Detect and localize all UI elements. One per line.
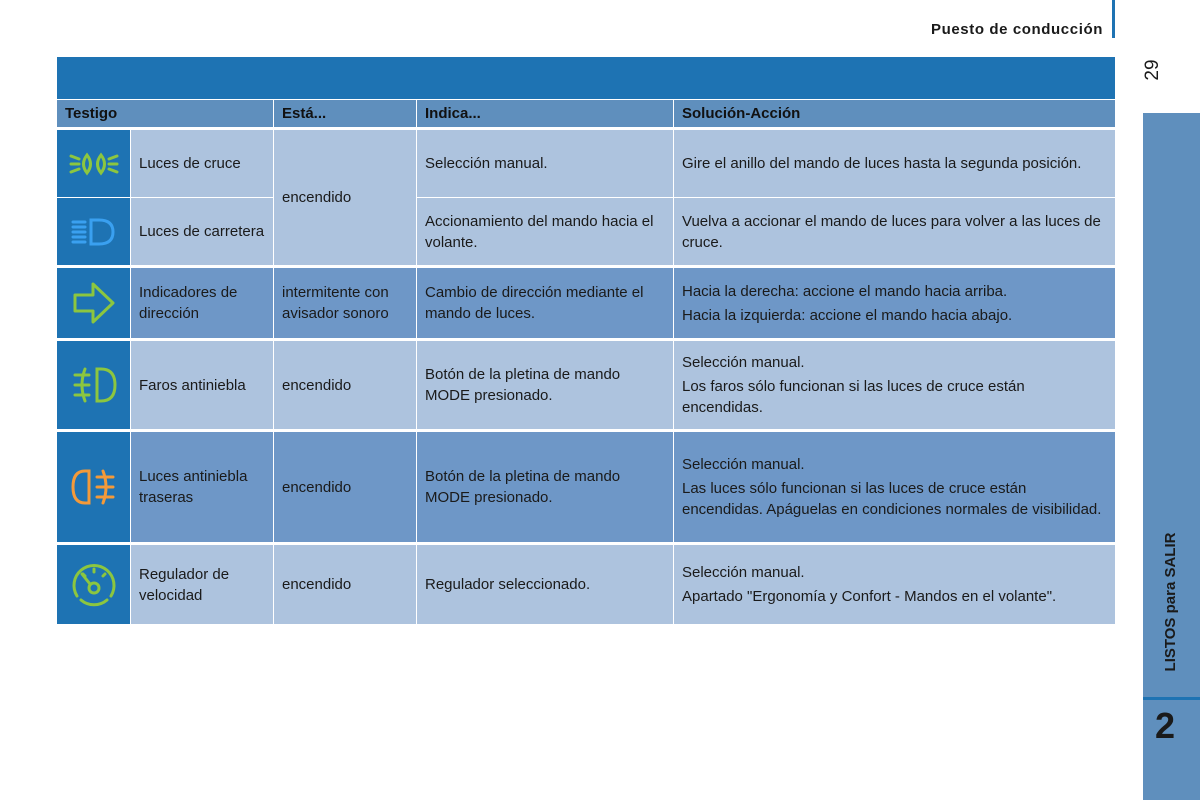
solution-cell xyxy=(674,432,1115,542)
table-group xyxy=(57,545,1115,624)
cruise-control-icon xyxy=(57,545,130,624)
warning-name: Luces de carretera xyxy=(131,198,273,265)
section-title: Puesto de conducción xyxy=(930,21,1103,38)
indication-cell: Botón de la pletina de mando MODE presionado. xyxy=(417,341,673,429)
table-title-bar xyxy=(57,57,1115,99)
solution-text: Gire el anillo del mando de luces hasta la segunda posición. xyxy=(682,155,1082,172)
page-number: 29 xyxy=(1142,59,1163,81)
solution-cell xyxy=(674,268,1115,338)
solution-cell xyxy=(674,198,1115,265)
solution-text: Apartado "Ergonomía y Confort - Mandos en el volante". xyxy=(682,588,1057,605)
indication-cell: Regulador seleccionado. xyxy=(417,545,673,624)
table-group xyxy=(57,432,1115,542)
warning-name: Faros antiniebla xyxy=(131,341,273,429)
low-beam-icon xyxy=(57,130,130,197)
solution-cell xyxy=(674,130,1115,197)
column-header-indica: Indica... xyxy=(417,100,673,127)
indication-cell: Accionamiento del mando hacia el volante. xyxy=(417,198,673,265)
solution-text: Selección manual. xyxy=(682,564,805,581)
solution-cell xyxy=(674,341,1115,429)
indication-cell: Cambio de dirección mediante el mando de luces. xyxy=(417,268,673,338)
warning-name: Regulador de velocidad xyxy=(131,545,273,624)
rear-fog-icon xyxy=(57,432,130,542)
solution-text: Hacia la izquierda: accione el mando hacia abajo. xyxy=(682,306,1013,324)
solution-text: Hacia la derecha: accione el mando hacia arriba. xyxy=(682,282,1008,300)
warning-name: Indicadores de dirección xyxy=(131,268,273,338)
state-cell: intermitente con avisador sonoro xyxy=(274,268,416,338)
warning-name: Luces antiniebla traseras xyxy=(131,432,273,542)
state-cell: encendido xyxy=(274,545,416,624)
column-header-solucion: Solución-Acción xyxy=(674,100,1115,127)
table-group xyxy=(57,268,1115,338)
chapter-label: LISTOS para SALIR xyxy=(1162,532,1179,672)
front-fog-icon xyxy=(57,341,130,429)
warning-lights-table xyxy=(57,57,1115,624)
state-cell: encendido xyxy=(274,432,416,542)
solution-text: Los faros sólo funcionan si las luces de cruce están encendidas. xyxy=(682,378,1025,416)
high-beam-icon xyxy=(57,198,130,265)
table-header xyxy=(57,100,1115,127)
table-group xyxy=(57,130,1115,265)
solution-text: Selección manual. xyxy=(682,456,805,473)
indication-cell: Selección manual. xyxy=(417,130,673,197)
solution-text: Vuelva a accionar el mando de luces para volver a las luces de cruce. xyxy=(682,212,1101,251)
state-cell: encendido xyxy=(274,341,416,429)
warning-name: Luces de cruce xyxy=(131,130,273,197)
header-rule xyxy=(1112,0,1115,38)
column-header-testigo: Testigo xyxy=(57,100,273,127)
state-cell: encendido xyxy=(274,130,416,265)
solution-cell xyxy=(674,545,1115,624)
solution-text: Selección manual. xyxy=(682,354,805,371)
indication-cell: Botón de la pletina de mando MODE presionado. xyxy=(417,432,673,542)
column-header-esta: Está... xyxy=(274,100,416,127)
turn-signal-icon xyxy=(57,268,130,338)
chapter-number: 2 xyxy=(1154,705,1176,746)
table-group xyxy=(57,341,1115,429)
chapter-divider xyxy=(1143,697,1200,700)
solution-text: Las luces sólo funcionan si las luces de cruce están encendidas. Apáguelas en condiciones normales de visibilidad. xyxy=(682,480,1102,518)
